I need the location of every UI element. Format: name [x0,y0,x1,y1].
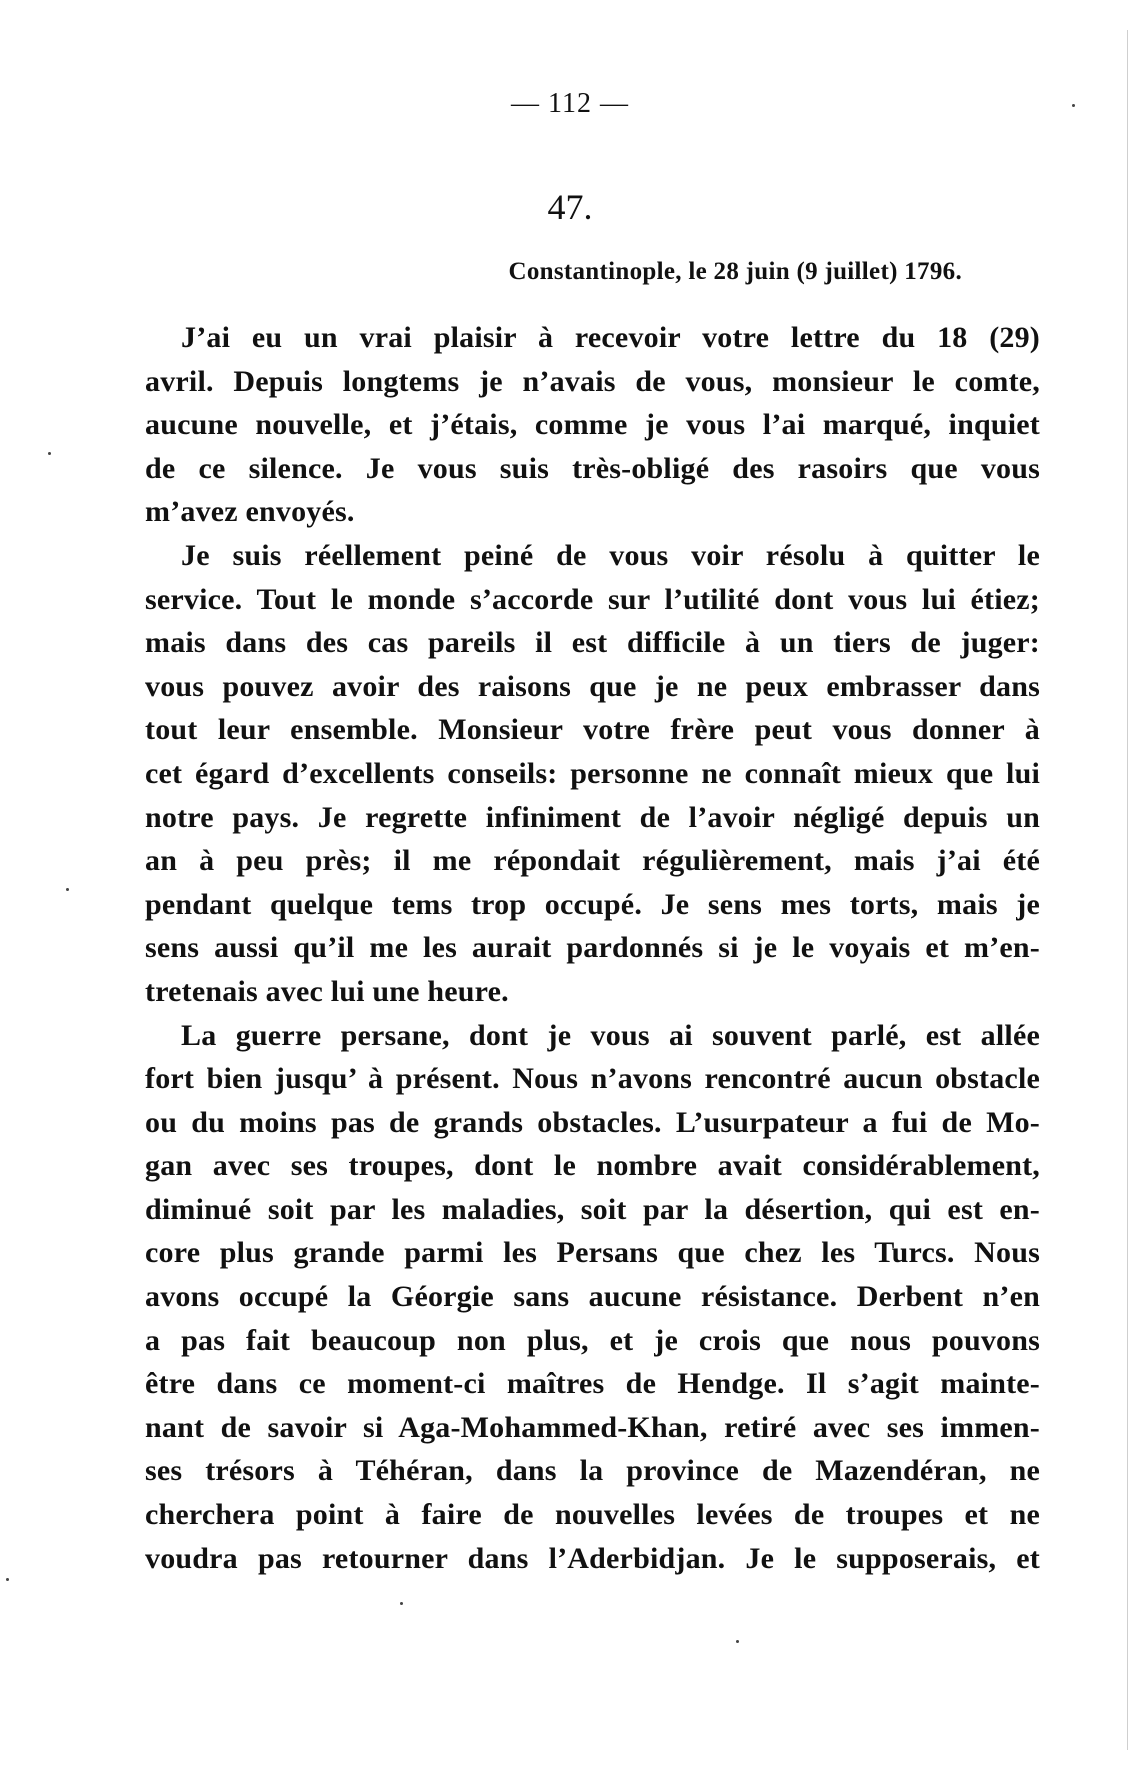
letter-number: 47. [547,187,593,227]
text-line: sens aussi qu’il me les aurait pardonnés si je le voyais et m’en- [145,931,1040,965]
text-line: La guerre persane, dont je vous ai souvent parlé, est allée [181,1018,1040,1052]
scan-speck [66,888,69,891]
text-line: aucune nouvelle, et j’étais, comme je vous l’ai marqué, inquiet [145,408,1040,442]
text-line: J’ai eu un vrai plaisir à recevoir votre lettre du 18 (29) [181,321,1040,354]
text-line: cet égard d’excellents conseils: personne ne connaît mieux que lui [145,756,1040,790]
paragraph-3 [145,1014,1040,1581]
text-line: service. Tout le monde s’accorde sur l’utilité dont vous lui étiez; [145,582,1040,616]
text-line: tretenais avec lui une heure. [145,974,509,1008]
text-line: nant de savoir si Aga-Mohammed-Khan, retiré avec ses immen- [145,1410,1040,1444]
text-line: pendant quelque tems trop occupé. Je sens mes torts, mais je [145,887,1040,921]
scan-speck [6,1578,9,1581]
text-line: notre pays. Je regrette infiniment de l’avoir négligé depuis un [145,800,1040,834]
paragraph-1 [145,316,1040,534]
text-line: mais dans des cas pareils il est difficile à un tiers de juger: [145,626,1040,660]
text-line: Je suis réellement peiné de vous voir résolu à quitter le [181,538,1040,572]
text-line: diminué soit par les maladies, soit par la désertion, qui est en- [145,1192,1040,1226]
text-line: an à peu près; il me répondait régulièrement, mais j’ai été [145,844,1040,878]
text-line: voudra pas retourner dans l’Aderbidjan. Je le supposerais, et [145,1541,1040,1575]
text-line: a pas fait beaucoup non plus, et je crois que nous pouvons [145,1323,1040,1357]
text-line: ou du moins pas de grands obstacles. L’usurpateur a fui de Mo- [145,1105,1040,1139]
text-line: cherchera point à faire de nouvelles levées de troupes et ne [145,1498,1040,1532]
scan-speck [400,1602,403,1605]
text-line: de ce silence. Je vous suis très-obligé des rasoirs que vous [145,451,1040,485]
text-line: gan avec ses troupes, dont le nombre avait considérablement, [145,1149,1040,1183]
text-line: ses trésors à Téhéran, dans la province de Mazendéran, ne [145,1454,1040,1488]
page-edge-line [1127,30,1128,1750]
page-number: — 112 — [511,88,629,119]
letter-body [145,316,1040,1580]
text-line: vous pouvez avoir des raisons que je ne peux embrasser dans [145,669,1040,703]
text-line: m’avez envoyés. [145,495,355,529]
text-line: fort bien jusqu’ à présent. Nous n’avons rencontré aucun obstacle [145,1062,1040,1096]
text-line: avril. Depuis longtems je n’avais de vous, monsieur le comte, [145,364,1040,398]
paragraph-2 [145,534,1040,1014]
text-line: tout leur ensemble. Monsieur votre frère peut vous donner à [145,713,1040,747]
scan-speck [1072,104,1075,107]
scan-speck [48,452,51,455]
text-line: avons occupé la Géorgie sans aucune résistance. Derbent n’en [145,1280,1040,1314]
text-line: core plus grande parmi les Persans que chez les Turcs. Nous [145,1236,1040,1270]
text-line: être dans ce moment-ci maîtres de Hendge. Il s’agit mainte- [145,1367,1040,1401]
scan-speck [736,1640,739,1643]
dateline: Constantinople, le 28 juin (9 juillet) 1796. [508,258,962,285]
